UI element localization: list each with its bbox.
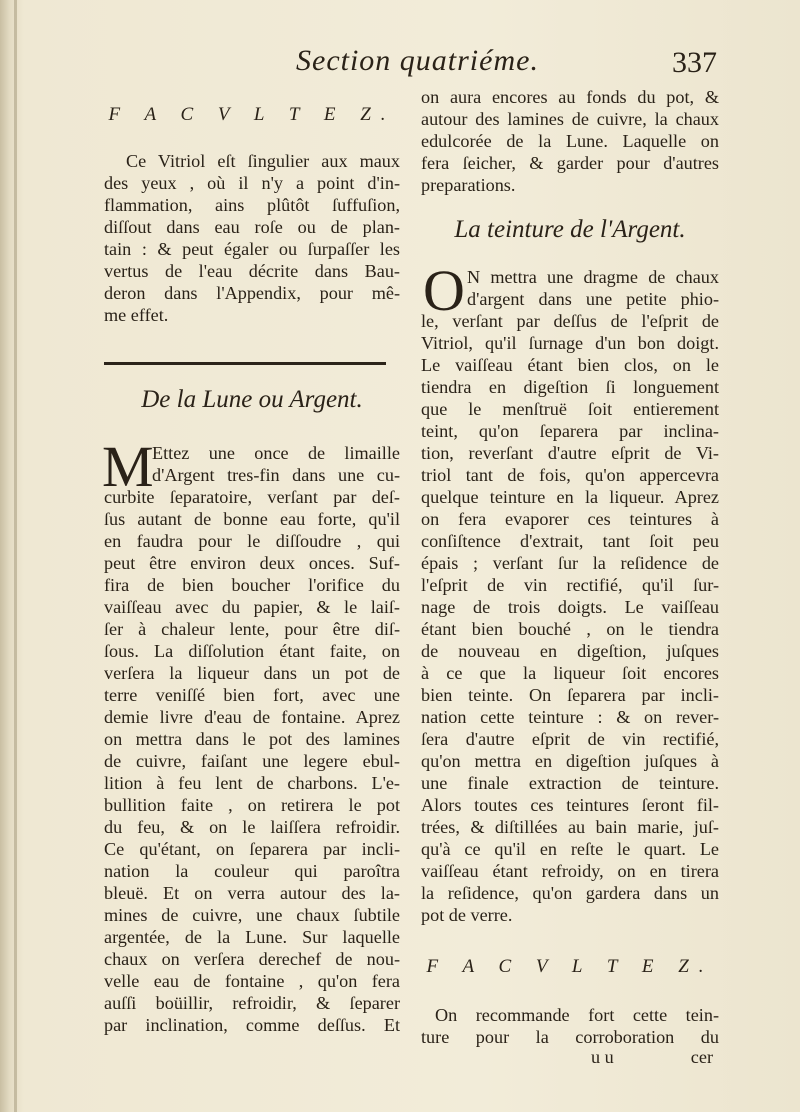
text-line: ſer à chaleur lente, pour être diſ- (104, 619, 400, 639)
text-line: que le menſtruë ſoit entierement (421, 399, 719, 419)
text-line: qu'à ce qu'il en reſte le quart. Le (421, 839, 719, 859)
text-line: lition à feu lent de charbons. L'e- (104, 773, 400, 793)
section-divider (104, 362, 386, 365)
text-line: teint, qu'on ſeparera par inclina- (421, 421, 719, 441)
text-line: flammation, ains plûtôt ſuffuſion, (104, 195, 400, 215)
text-line: Ce Vitriol eſt ſingulier aux maux (126, 151, 400, 171)
text-line: Ce qu'étant, on ſeparera par incli- (104, 839, 400, 859)
text-line: bien teinte. On ſeparera par incli- (421, 685, 719, 705)
section-heading-teinture: La teinture de l'Argent. (454, 216, 686, 243)
text-line: vertus de l'eau décrite dans Bau- (104, 261, 400, 281)
text-line: qu'on mettra en digeſtion juſques à (421, 751, 719, 771)
text-line: tion, reverſant d'autre eſprit de Vi- (421, 443, 719, 463)
faculte-heading: F A C V L T E Z. (426, 956, 714, 977)
text-line: chaux on verſera derechef de nou- (104, 949, 400, 969)
drop-cap: M (102, 434, 154, 499)
text-line: ture pour la corroboration du (421, 1027, 719, 1047)
text-line: verſera la liqueur dans un pot de (104, 663, 400, 683)
text-line: tiendra en digeſtion ſi longuement (421, 377, 719, 397)
text-line: Alors toutes ces teintures ſeront fil- (421, 795, 719, 815)
text-line: preparations. (421, 175, 516, 195)
drop-cap: O (423, 258, 465, 323)
text-line: ſera d'autre eſprit de vin rectifié, (421, 729, 719, 749)
text-line: une finale extraction de teinture. (421, 773, 719, 793)
section-heading-lune: De la Lune ou Argent. (141, 386, 363, 413)
book-spine-shadow (14, 0, 17, 1112)
text-line: peut être environ deux onces. Suf- (104, 553, 400, 573)
text-line: en faudra pour le diſſoudre , qui (104, 531, 400, 551)
catchword-line: u u (591, 1047, 614, 1067)
text-line: fera ſeicher, & garder pour d'autres (421, 153, 719, 173)
text-line: curbite ſeparatoire, verſant par deſ- (104, 487, 400, 507)
text-line: vaiſſeau étant refroidy, on en tirera (421, 861, 719, 881)
text-line: Ettez une once de limaille (152, 443, 400, 463)
text-line: N mettra une dragme de chaux (467, 267, 719, 287)
text-line: on aura encores au fonds du pot, & (421, 87, 719, 107)
text-line: par inclination, comme deſſus. Et (104, 1015, 400, 1035)
text-line: quelque teinture en la liqueur. Aprez (421, 487, 719, 507)
text-line: deron dans l'Appendix, pour mê- (104, 283, 400, 303)
text-line: ſus autant de bonne eau forte, qu'il (104, 509, 400, 529)
text-line: me effet. (104, 305, 169, 325)
text-line: fira de bien boucher l'orifice du (104, 575, 400, 595)
text-line: argentée, de la Lune. Sur laquelle (104, 927, 400, 947)
text-line: de nouveau en digeſtion, juſques (421, 641, 719, 661)
text-line: on mettra dans le pot des lamines (104, 729, 400, 749)
text-line: auſſi boüillir, refroidir, & ſeparer (104, 993, 400, 1013)
text-line: à ce que la liqueur ſoit encores (421, 663, 719, 683)
text-line: la reſidence, qu'on gardera dans un (421, 883, 719, 903)
text-line: trées, & diſtillées au bain marie, juſ- (421, 817, 719, 837)
text-line: triol tant de fois, qu'on appercevra (421, 465, 719, 485)
text-line: demie livre d'eau de fontaine. Aprez (104, 707, 400, 727)
text-line: nage de trois doigts. Le vaiſſeau (421, 597, 719, 617)
text-line: conſiſtence d'extrait, tant ſoit peu (421, 531, 719, 551)
text-line: terre veniſſé bien fort, avec une (104, 685, 400, 705)
text-line: diſſout dans eau roſe ou de plan- (104, 217, 400, 237)
text-line: des yeux , où il n'y a point d'in- (104, 173, 400, 193)
text-line: bleuë. Et on verra autour des la- (104, 883, 400, 903)
text-line: d'argent dans une petite phio- (467, 289, 719, 309)
text-line: l'eſprit de vin rectifié, qu'il ſur- (421, 575, 719, 595)
text-line: étant bien bouché , on le tiendra (421, 619, 719, 639)
text-line: le, verſant par deſſus de l'eſprit de (421, 311, 719, 331)
text-line: du feu, & on le laiſſera refroidir. (104, 817, 400, 837)
text-line: On recommande fort cette tein- (435, 1005, 719, 1025)
text-line: tain : & peut égaler ou ſurpaſſer les (104, 239, 400, 259)
text-line: d'Argent tres-fin dans une cu- (152, 465, 400, 485)
text-line: autour des lamines de cuivre, la chaux (421, 109, 719, 129)
text-line: ſous. La diſſolution étant faite, on (104, 641, 400, 661)
text-line: pot de verre. (421, 905, 513, 925)
text-line: nation la couleur qui paroîtra (104, 861, 400, 881)
text-line: edulcorée de la Lune. Laquelle on (421, 131, 719, 151)
running-head: Section quatriéme. (296, 44, 539, 77)
text-line: velle eau de fontaine , qu'on fera (104, 971, 400, 991)
text-line: de cuivre, faiſant une legere ebul- (104, 751, 400, 771)
text-line: Le vaiſſeau étant bien clos, on le (421, 355, 719, 375)
catchword: cer (690, 1047, 713, 1067)
text-line: Vitriol, qu'il ſurnage d'un bon doigt. (421, 333, 719, 353)
text-line: on fera evaporer ces teintures à (421, 509, 719, 529)
page-number: 337 (672, 46, 717, 79)
text-line: bullition faite , on retirera le pot (104, 795, 400, 815)
text-line: nation cette teinture : & on rever- (421, 707, 719, 727)
text-line: mines de cuivre, une chaux ſubtile (104, 905, 400, 925)
text-line: épais ; verſant ſur la reſidence de (421, 553, 719, 573)
faculte-heading: F A C V L T E Z. (108, 104, 396, 125)
text-line: vaiſſeau avec du papier, & le laiſ- (104, 597, 400, 617)
